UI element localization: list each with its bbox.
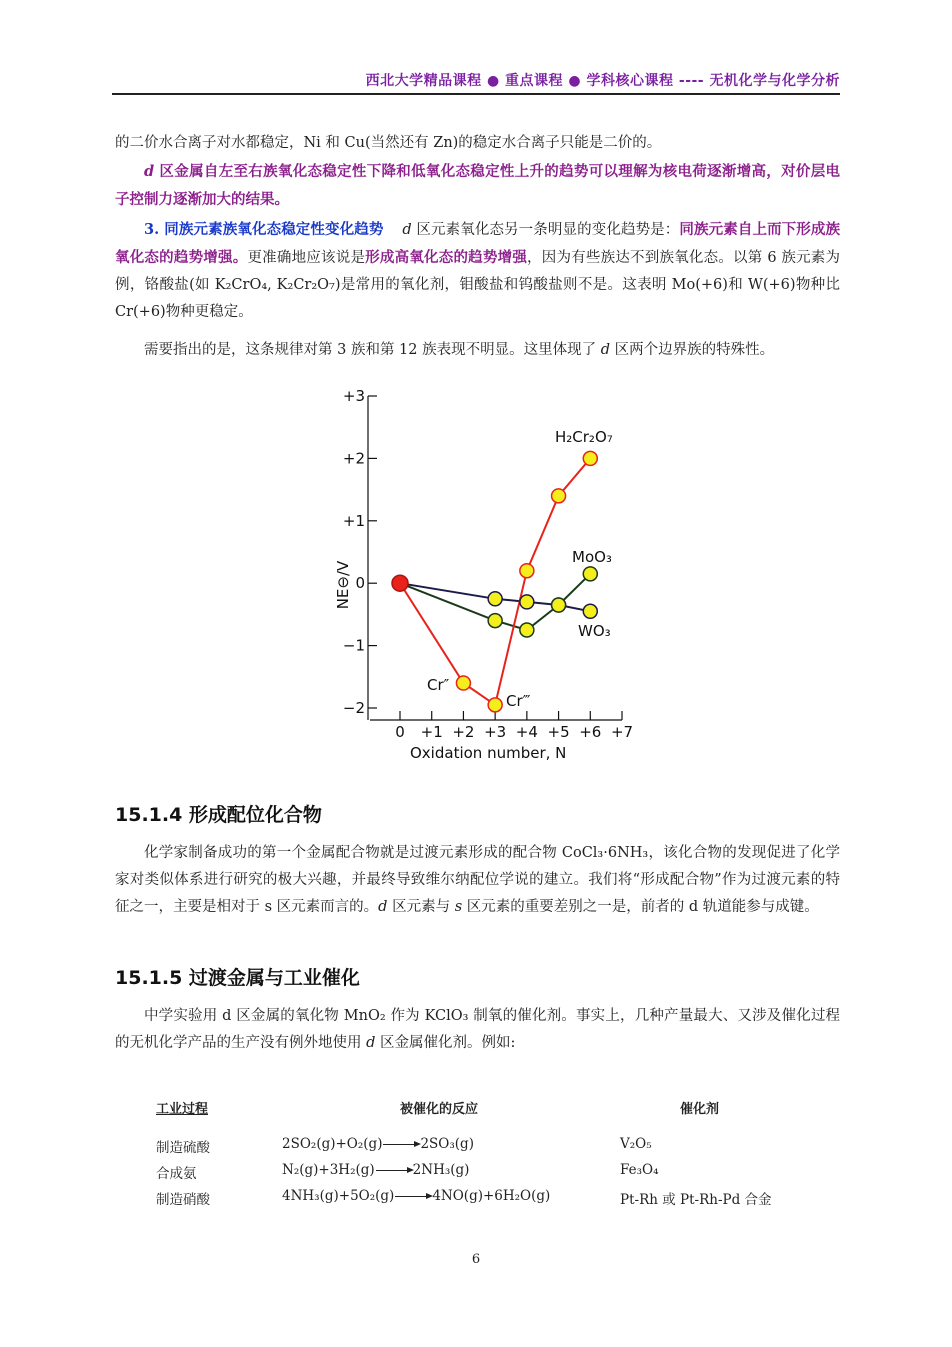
paragraph-3-text-e: ，因为有些族达不到族氧化态。以第 6 族元素为例，铬酸盐(如 K₂CrO₄, K₂Cr₂O₇)是常用的氧化剂，钼酸盐和钨酸盐则不是。这表明 Mo(+6)和 W(+6)物种比 Cr(+6)物种更稳定。 xyxy=(115,250,841,320)
x-tick-label: +5 xyxy=(547,723,570,741)
paragraph-15-1-5-text-b: 区金属催化剂。例如: xyxy=(375,1035,516,1051)
label-cr2: Cr″ xyxy=(427,676,450,694)
process-cell: 制造硝酸 xyxy=(156,1192,210,1208)
paragraph-15-1-5 xyxy=(115,1003,840,1057)
paragraph-3-emphasis-1: 同族元素自上而下形成族氧化态的趋势增强。 xyxy=(115,221,841,266)
paragraph-3-text-c: 更准确地应该说是 xyxy=(247,250,366,266)
paragraph-1 xyxy=(115,130,840,157)
paragraph-4-text-a: 需要指出的是，这条规律对第 3 族和第 12 族表现不明显。这里体现了 xyxy=(144,342,601,358)
paragraph-3-emphasis-2: 形成高氧化态的趋势增强 xyxy=(365,249,528,266)
paragraph-3-text-a: 区元素氧化态另一条明显的变化趋势是： xyxy=(411,222,680,238)
data-point-w xyxy=(488,592,502,606)
arrow-icon xyxy=(376,1170,412,1171)
paragraph-2-text: 区金属自左至右族氧化态稳定性下降和低氧化态稳定性上升的趋势可以理解为核电荷逐渐增高，对价层电子控制力逐渐加大的结果。 xyxy=(115,163,840,208)
label-h2cr2o7: H₂Cr₂O₇ xyxy=(555,428,613,446)
table-header-row xyxy=(150,1098,810,1122)
paragraph-2 xyxy=(115,158,840,214)
products: 4NO(g)+6H₂O(g) xyxy=(432,1188,551,1204)
data-point-cr xyxy=(488,698,502,712)
reactants: 4NH₃(g)+5O₂(g) xyxy=(282,1188,395,1204)
arrow-icon xyxy=(395,1196,431,1197)
paragraph-4 xyxy=(115,337,840,364)
data-point-cr xyxy=(583,451,597,465)
paragraph-15-1-4-text-a: 化学家制备成功的第一个金属配合物就是过渡元素形成的配合物 CoCl₃·6NH₃，该化合物的发现促进了化学家对类似体系进行研究的极大兴趣，并最终导致维尔纳配位学说的建立。我们将“形成配合物”作为过渡元素的特征之一，主要是相对于 s 区元素而言的。 xyxy=(115,845,840,915)
label-cr3: Cr‴ xyxy=(506,692,531,710)
catalyst-cell: V₂O₅ xyxy=(620,1136,652,1152)
paragraph-15-1-4-text-b: 区元素与 xyxy=(387,899,455,915)
x-tick-label: +2 xyxy=(452,723,475,741)
y-axis-label: NE⊖/V xyxy=(334,560,352,610)
x-tick-label: 0 xyxy=(395,723,405,741)
x-tick-label: +7 xyxy=(610,723,634,741)
data-point-mo xyxy=(583,567,597,581)
table-row xyxy=(150,1162,810,1186)
process-cell: 制造硫酸 xyxy=(156,1140,210,1156)
y-tick-label: +3 xyxy=(342,387,365,405)
header-reaction: 被催化的反应 xyxy=(400,1102,479,1117)
data-point-mo xyxy=(488,614,502,628)
y-tick-label: +2 xyxy=(342,449,365,468)
paragraph-15-1-4-text-c: 区元素的重要差别之一是，前者的 d 轨道能参与成键。 xyxy=(462,899,819,915)
x-axis-label: Oxidation number, N xyxy=(410,744,567,762)
paragraph-15-1-4 xyxy=(115,840,840,921)
page-number: 6 xyxy=(471,1252,481,1267)
data-point-origin xyxy=(392,575,408,591)
label-wo3: WO₃ xyxy=(578,622,611,640)
reactants: N₂(g)+3H₂(g) xyxy=(282,1162,375,1178)
reaction-cell xyxy=(282,1136,474,1152)
chart-points xyxy=(392,451,597,711)
products: 2NH₃(g) xyxy=(412,1162,470,1178)
products: 2SO₃(g) xyxy=(420,1136,474,1152)
x-tick-label: +3 xyxy=(484,723,507,741)
y-tick-label: 0 xyxy=(355,574,365,593)
catalyst-cell: Fe₃O₄ xyxy=(620,1162,659,1178)
paragraph-15-1-5-text-a: 中学实验用 d 区金属的氧化物 MnO₂ 作为 KClO₃ 制氧的催化剂。事实上，几种产量最大、又涉及催化过程的无机化学产品的生产没有例外地使用 xyxy=(115,1008,840,1051)
header-process: 工业过程 xyxy=(156,1102,209,1117)
s-label: s xyxy=(454,899,463,915)
process-cell: 合成氨 xyxy=(156,1166,197,1182)
paragraph-3 xyxy=(115,216,840,326)
x-tick-label: +4 xyxy=(515,723,538,741)
d-label: d xyxy=(144,163,155,180)
x-tick-label: +1 xyxy=(420,723,443,741)
label-moo3: MoO₃ xyxy=(572,548,612,566)
paragraph-4-text-b: 区两个边界族的特殊性。 xyxy=(610,342,775,358)
section-15-1-4-title: 15.1.4 形成配位化合物 xyxy=(115,804,322,826)
running-header: 西北大学精品课程 ● 重点课程 ● 学科核心课程 ---- 无机化学与化学分析 xyxy=(365,73,840,89)
oxidation-state-diagram xyxy=(320,380,640,770)
y-tick-label: −2 xyxy=(342,699,365,717)
reaction-cell xyxy=(282,1162,469,1178)
arrow-icon xyxy=(383,1144,419,1145)
section-15-1-5-title: 15.1.5 过渡金属与工业催化 xyxy=(115,967,360,989)
y-tick-label: +1 xyxy=(342,511,365,530)
d-label: d xyxy=(378,899,388,915)
chart-svg xyxy=(320,380,640,770)
data-point-cr xyxy=(456,676,470,690)
catalyst-cell: Pt-Rh 或 Pt-Rh-Pd 合金 xyxy=(620,1192,772,1208)
header-catalyst: 催化剂 xyxy=(680,1102,720,1117)
reaction-cell xyxy=(282,1188,550,1204)
data-point-w xyxy=(520,595,534,609)
subsection-3-title: 3. 同族元素族氧化态稳定性变化趋势 xyxy=(144,221,384,238)
data-point-cr xyxy=(552,489,566,503)
table-row xyxy=(150,1188,810,1212)
d-label: d xyxy=(366,1035,376,1051)
paragraph-1-text: 的二价水合离子对水都稳定，Ni 和 Cu(当然还有 Zn)的稳定水合离子只能是二价的。 xyxy=(115,135,662,151)
table-row xyxy=(150,1136,810,1160)
data-point-mo xyxy=(552,598,566,612)
header-rule xyxy=(112,93,840,95)
d-label: d xyxy=(600,342,611,358)
d-label: d xyxy=(402,222,412,238)
reactants: 2SO₂(g)+O₂(g) xyxy=(282,1136,383,1152)
x-tick-label: +6 xyxy=(579,723,602,741)
data-point-w xyxy=(583,604,597,618)
data-point-cr xyxy=(520,564,534,578)
y-tick-label: −1 xyxy=(342,636,365,655)
data-point-mo xyxy=(520,623,534,637)
